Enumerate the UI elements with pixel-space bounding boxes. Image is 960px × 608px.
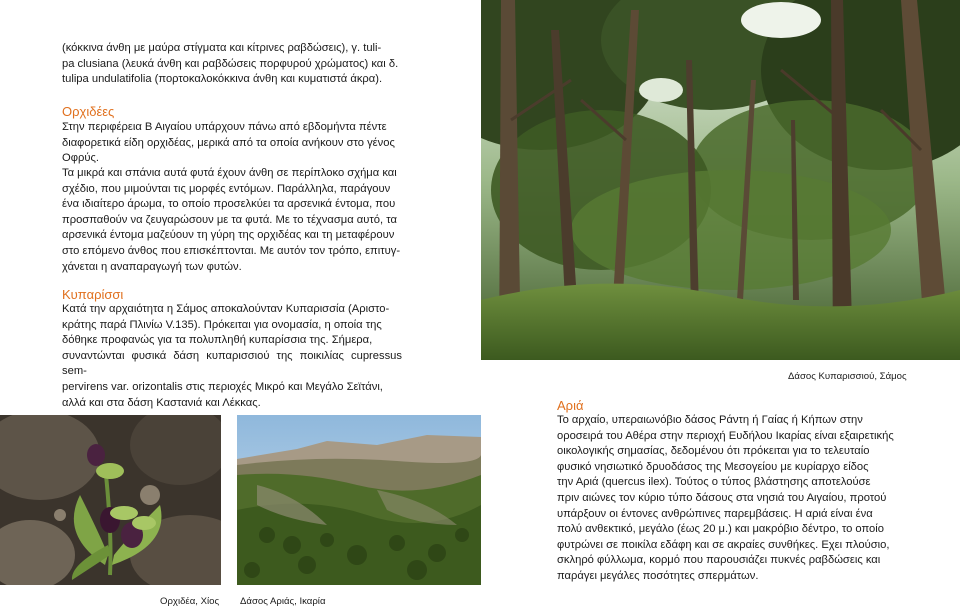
text-line: δόθηκε προφανώς για τα πολυπληθή κυπαρίσσια της. Σήμερα, xyxy=(62,334,373,347)
aria-heading: Αριά xyxy=(557,398,584,413)
aria-forest-illustration xyxy=(237,415,481,585)
text-line: στο επόμενο άνθος που επισκέπτονται. Με αυτόν τον τρόπο, επιτυγ- xyxy=(62,244,401,257)
text-line: φυτρώνει σε ποικίλα εδάφη και σε ακραίες συνθήκες. Εχει πλούσιο, xyxy=(557,538,890,551)
text-line: Οφρύς. xyxy=(62,152,99,165)
aria-forest-photo xyxy=(237,415,481,585)
text-line: ένα ιδιαίτερο άρωμα, το οποίο προσελκύει τα αρσενικά έντομα, που xyxy=(62,198,396,211)
text-line: πολύ ανθεκτικό, μεγάλο (έως 20 μ.) και μακρόβιο δέντρο, το οποίο xyxy=(557,523,884,536)
text-line: σχέδιο, που μιμούνται τις μορφές εντόμων. Παράλληλα, παράγουν xyxy=(62,182,391,195)
orchids-paragraph-1 xyxy=(62,120,402,167)
text-line: οροσειρά του Αθέρα στην περιοχή Ευδήλου Ικαρίας είναι εξαιρετικής xyxy=(557,429,894,442)
text-line: την Αριά (quercus ilex). Τούτος ο τύπος βλάστησης αποτελούσε xyxy=(557,476,871,489)
text-line: χάνεται η αναπαραγωγή των φυτών. xyxy=(62,260,242,273)
text-line: κράτης παρά Πλινίω V.135). Πρόκειται για ονομασία, η οποία της xyxy=(62,318,382,331)
text-line: αλλά και στα δάση Καστανιά και Λέκκας. xyxy=(62,396,261,409)
cypress-heading: Κυπαρίσσι xyxy=(62,287,124,302)
text-line: συναντώνται φυσικά δάση κυπαρισσιού της ποικιλίας cupressus sem- xyxy=(62,349,402,378)
text-line: Τα μικρά και σπάνια αυτά φυτά έχουν άνθη σε περίπλοκο σχήμα και xyxy=(62,167,397,179)
text-line: υπάρξουν οι έντονες ανθρώπινες παρεμβάσεις. Η αριά είναι ένα xyxy=(557,507,873,520)
aria-forest-caption: Δάσος Αριάς, Ικαρία xyxy=(240,596,326,607)
orchids-heading: Ορχιδέες xyxy=(62,104,115,119)
text-line: (κόκκινα άνθη με μαύρα στίγματα και κίτρινες ραβδώσεις), γ. tuli- xyxy=(62,42,382,54)
orchid-illustration xyxy=(0,415,221,585)
text-line: tulipa undulatifolia (πορτοκαλοκόκκινα άνθη και κυματιστά άκρα). xyxy=(62,73,383,86)
orchids-paragraph-2 xyxy=(62,166,402,275)
text-line: προσπαθούν να ζευγαρώσουν με τα φυτά. Με το τέχνασμα αυτό, τα xyxy=(62,213,397,226)
text-line: Στην περιφέρεια Β Αιγαίου υπάρχουν πάνω από εβδομήντα πέντε xyxy=(62,121,387,133)
intro-paragraph xyxy=(62,41,402,88)
cypress-forest-illustration xyxy=(481,0,960,360)
text-line: οικολογικής σημασίας, δεδομένου ότι πρόκειται για το τελευταίο xyxy=(557,445,870,458)
orchid-caption: Ορχιδέα, Χίος xyxy=(160,596,220,607)
text-line: διαφορετικά είδη ορχιδέας, μερικά από τα οποία ανήκουν στο γένος xyxy=(62,136,395,149)
text-line: αρσενικά έντομα μαζεύουν τη γύρη της ορχιδέας και τη μεταφέρουν xyxy=(62,229,395,242)
text-line: σκληρό φύλλωμα, κορμό που παρουσιάζει πυκνές ραβδώσεις και xyxy=(557,554,881,567)
cypress-forest-caption: Δάσος Κυπαρισσιού, Σάμος xyxy=(788,371,907,382)
text-line: pervirens var. orizontalis στις περιοχές Μικρό και Μεγάλο Σεϊτάνι, xyxy=(62,380,383,393)
text-line: πριν αιώνες τον κύριο τύπο δάσους στα νησιά του Αιγαίου, προτού xyxy=(557,491,887,504)
cypress-forest-photo xyxy=(481,0,960,360)
aria-paragraph xyxy=(557,413,897,585)
cypress-paragraph xyxy=(62,302,402,411)
text-line: Κατά την αρχαιότητα η Σάμος αποκαλούνταν Κυπαρισσία (Αριστο- xyxy=(62,303,390,315)
text-line: φυσικό νησιωτικό δρυοδάσος της Μεσογείου με κυρίαρχο είδος xyxy=(557,460,869,473)
text-line: pa clusiana (λευκά άνθη και ραβδώσεις πορφυρού χρώματος) και δ. xyxy=(62,57,399,70)
text-line: παράγει μεγάλες ποσότητες σπερμάτων. xyxy=(557,569,759,582)
text-line: Το αρχαίο, υπεραιωνόβιο δάσος Ράντη ή Γαίας ή Κήπων στην xyxy=(557,414,863,426)
orchid-photo xyxy=(0,415,221,585)
